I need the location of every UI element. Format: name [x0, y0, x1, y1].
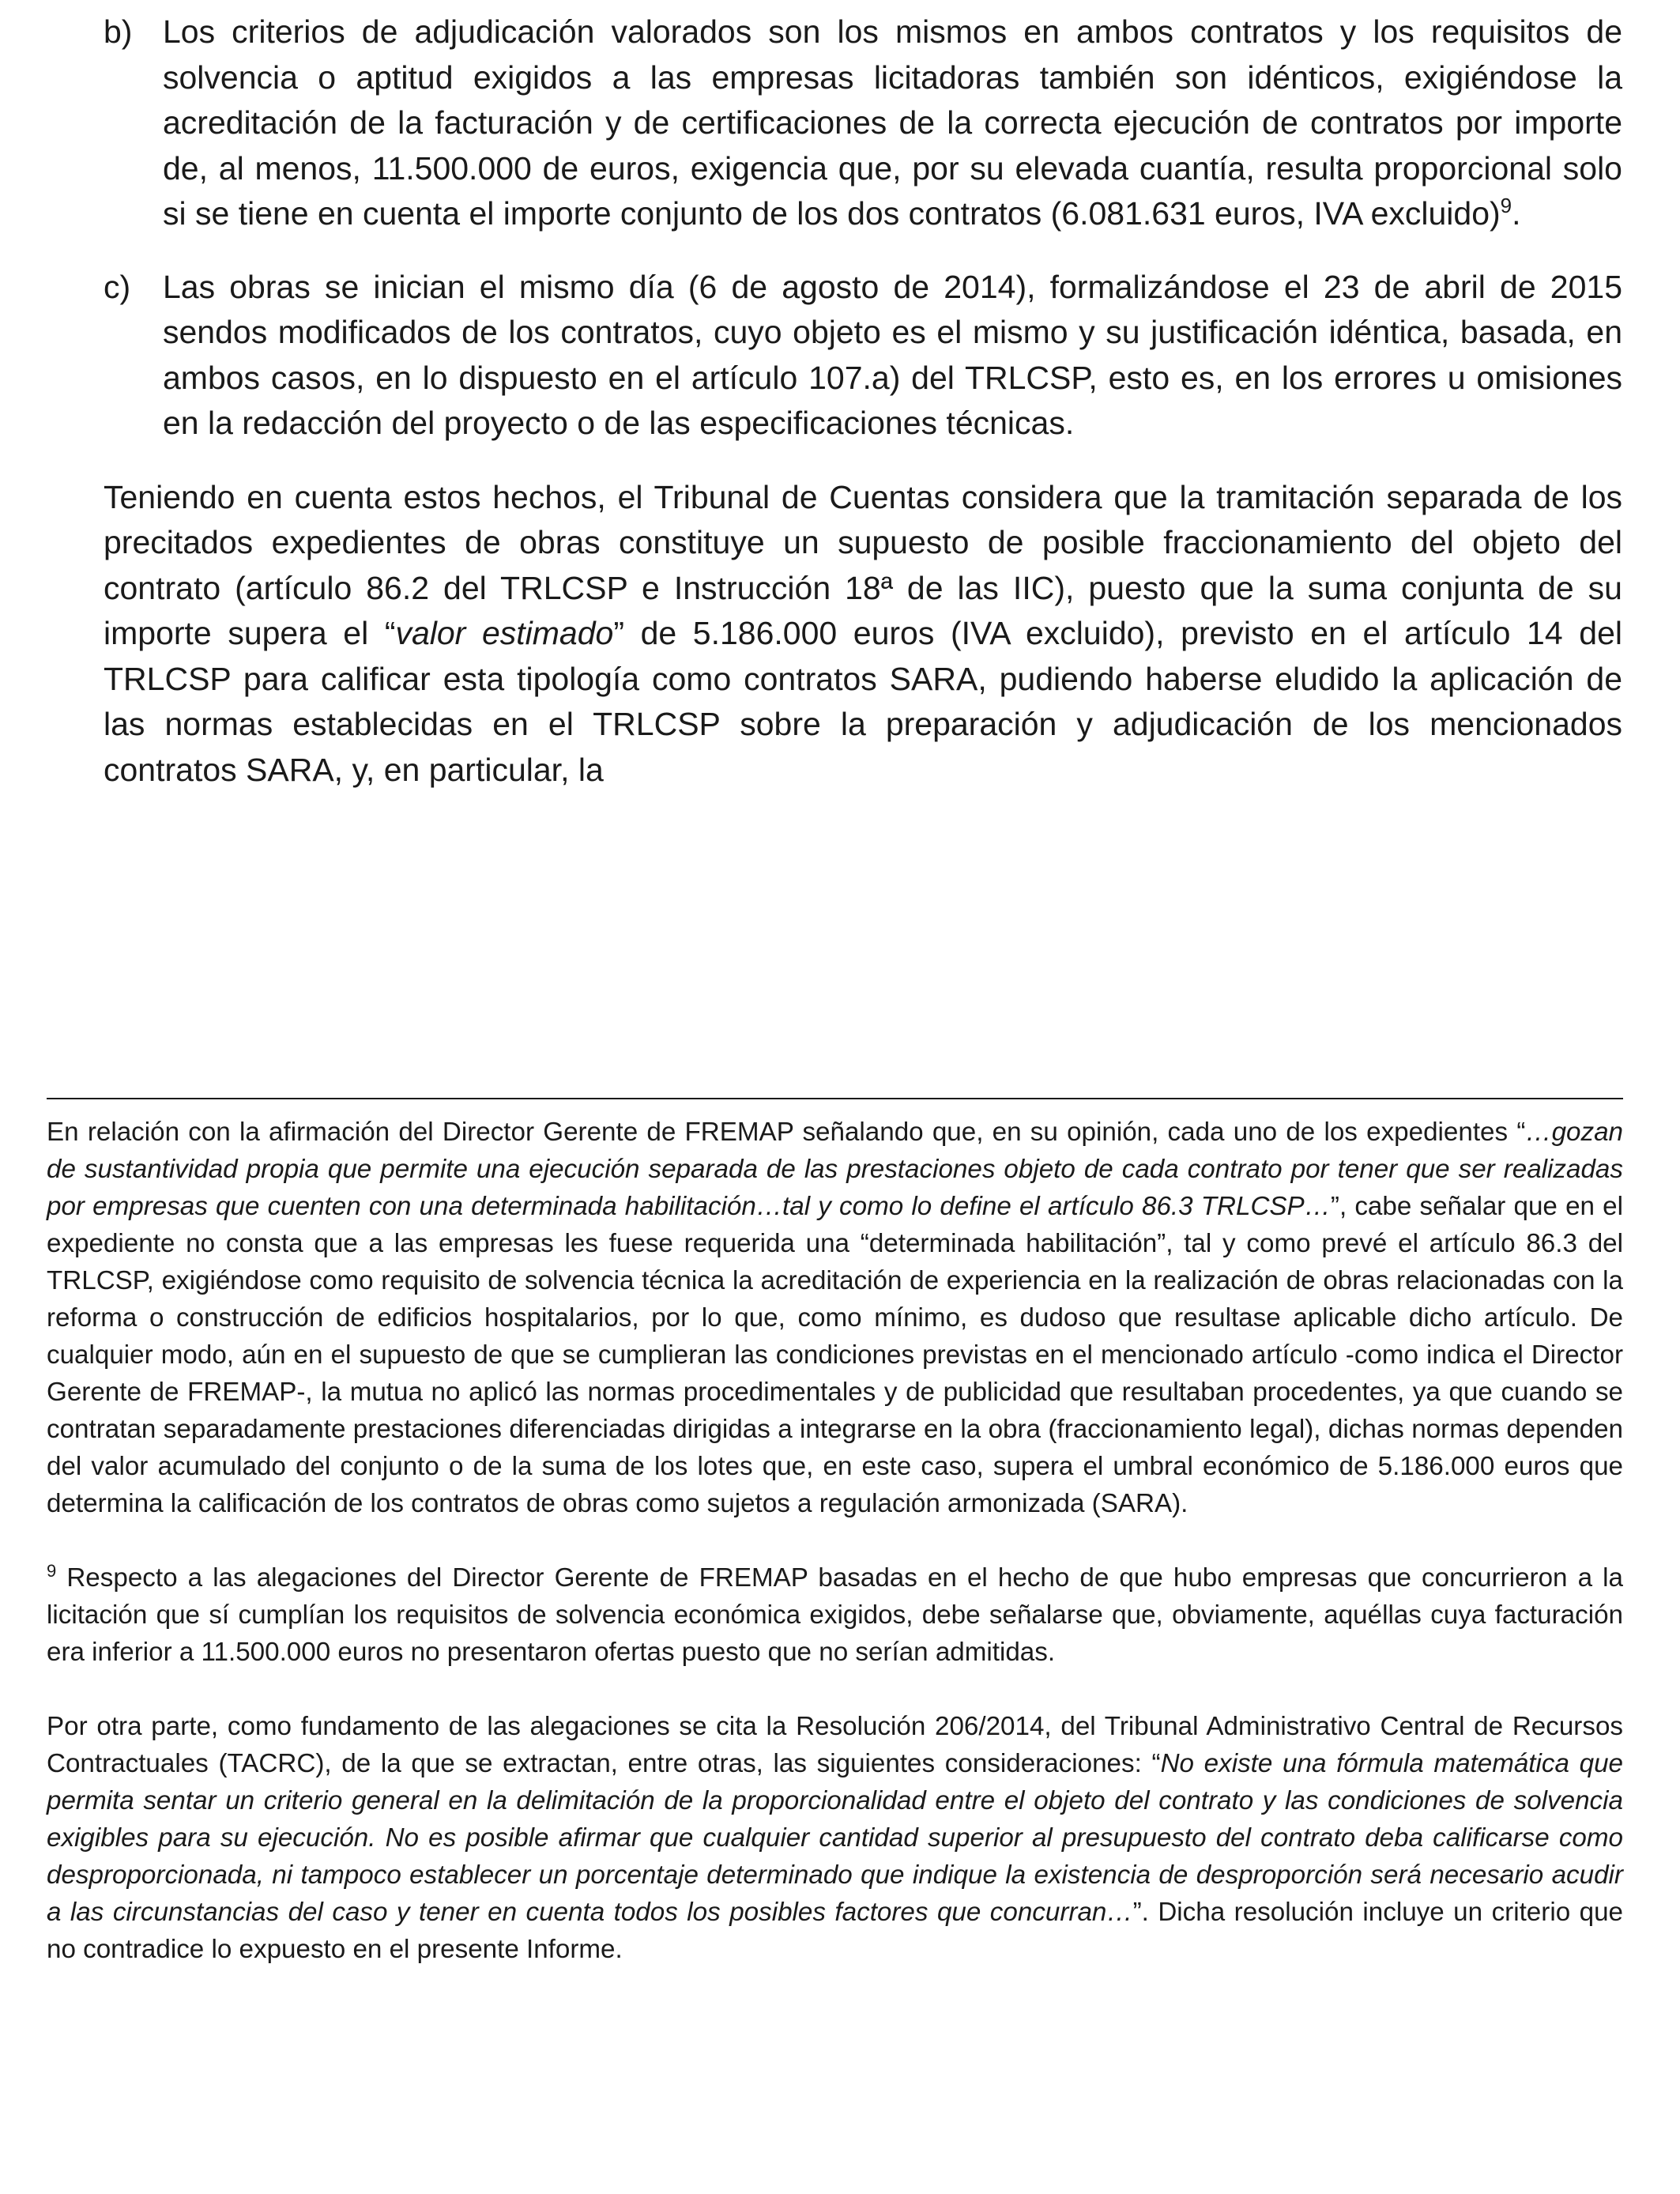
- list-item-c: [104, 265, 1622, 447]
- footnote-9-number: 9: [47, 1561, 57, 1581]
- footnote-9-continuation-part1: Por otra parte, como fundamento de las alegaciones se cita la Resolución 206/2014, del Tribunal Administrativo Central de Recursos Contractuales (TACRC), de la que se extractan, entre otras, las siguientes consideraciones: “: [47, 1712, 1623, 1778]
- list-item-b: [104, 9, 1622, 237]
- list-item-c-text: Las obras se inician el mismo día (6 de agosto de 2014), formalizándose el 23 de abril de 2015 sendos modificados de los contratos, cuyo objeto es el mismo y su justificación idéntica, basada, en ambos casos, en lo dispuesto en el artículo 107.a) del TRLCSP, esto es, en los errores u omisiones en la redacción del proyecto o de las especificaciones técnicas.: [163, 268, 1622, 441]
- list-item-b-text: [163, 9, 1622, 237]
- footnote-continuation-part2: ”, cabe señalar que en el expediente no consta que a las empresas les fuese requerida una “determinada habilitación”, tal y como prevé el artículo 86.3 del TRLCSP, exigiéndose como requisito de solvencia técnica la acreditación de experiencia en la realización de obras relacionadas con la reforma o construcción de edificios hospitalarios, por lo que, como mínimo, es dudoso que resultase aplicable dicho artículo. De cualquier modo, aún en el supuesto de que se cumplieran las condiciones previstas en el mencionado artículo -como indica el Director Gerente de FREMAP-, la mutua no aplicó las normas procedimentales y de publicidad que resultaban procedentes, ya que cuando se contratan separadamente prestaciones diferenciadas dirigidas a integrarse en la obra (fraccionamiento legal), dichas normas dependen del valor acumulado del conjunto o de la suma de los lotes que, en este caso, supera el umbral económico de 5.186.000 euros que determina la calificación de los contratos de obras como sujetos a regulación armonizada (SARA).: [47, 1192, 1623, 1518]
- body-paragraph-part1: Teniendo en cuenta estos hechos, el Tribunal de Cuentas considera que la tramitación separada de los precitados expedientes de obras constituye un supuesto de posible fraccionamiento del objeto del contrato (artículo 86.2 del TRLCSP e Instrucción 18ª de las IIC), puesto que la suma conjunta de su importe supera el “: [104, 478, 1622, 651]
- body-paragraph-part2: ” de 5.186.000 euros (IVA excluido), previsto en el artículo 14 del TRLCSP para calificar esta tipología como contratos SARA, pudiendo haberse eludido la aplicación de las normas establecidas en el TRLCSP sobre la preparación y adjudicación de los mencionados contratos SARA, y, en particular, la: [104, 615, 1622, 788]
- footnote-continuation: [47, 1114, 1623, 1522]
- footnote-separator: [47, 1098, 1623, 1099]
- list-item-b-body: Los criterios de adjudicación valorados son los mismos en ambos contratos y los requisitos de solvencia o aptitud exigidos a las empresas licitadoras también son idénticos, exigiéndose la acreditación de la facturación y de certificaciones de la correcta ejecución de contratos por importe de, al menos, 11.500.000 de euros, exigencia que, por su elevada cuantía, resulta proporcional solo si se tiene en cuenta el importe conjunto de los dos contratos (6.081.631 euros, IVA excluido): [163, 13, 1622, 232]
- body-paragraph-italic: valor estimado: [395, 615, 614, 651]
- footnote-9: [47, 1559, 1623, 1671]
- footnote-9-continuation-part2: ”. Dicha resolución incluye un criterio que no contradice lo expuesto en el presente Informe.: [47, 1898, 1623, 1964]
- footnote-9-continuation: [47, 1708, 1623, 1968]
- list-marker-c: c): [104, 268, 131, 305]
- footnote-ref-9[interactable]: 9: [1500, 194, 1512, 217]
- list-marker-b: b): [104, 13, 133, 50]
- footnotes-section: [47, 1114, 1623, 1968]
- footnote-9-text: Respecto a las alegaciones del Director Gerente de FREMAP basadas en el hecho de que hubo empresas que concurrieron a la licitación que sí cumplían los requisitos de solvencia económica exigidos, debe señalarse que, obviamente, aquéllas cuya facturación era inferior a 11.500.000 euros no presentaron ofertas puesto que no serían admitidas.: [47, 1563, 1623, 1667]
- body-paragraph: [104, 475, 1622, 794]
- main-body-text: [104, 9, 1622, 793]
- list-item-b-trailing: .: [1512, 195, 1521, 232]
- footnote-9-continuation-italic: No existe una fórmula matemática que permita sentar un criterio general en la delimitación de la proporcionalidad entre el objeto del contrato y las condiciones de solvencia exigibles para su ejecución. No es posible afirmar que cualquier cantidad superior al presupuesto del contrato deba calificarse como desproporcionada, ni tampoco establecer un porcentaje determinado que indique la existencia de desproporción será necesario acudir a las circunstancias del caso y tener en cuenta todos los posibles factores que concurran…: [47, 1749, 1623, 1927]
- footnote-continuation-italic: …gozan de sustantividad propia que permite una ejecución separada de las prestaciones objeto de cada contrato por tener que ser realizadas por empresas que cuenten con una determinada habilitación…tal y como lo define el artículo 86.3 TRLCSP…: [47, 1118, 1623, 1221]
- footnote-continuation-part1: En relación con la afirmación del Director Gerente de FREMAP señalando que, en su opinión, cada uno de los expedientes “: [47, 1118, 1526, 1147]
